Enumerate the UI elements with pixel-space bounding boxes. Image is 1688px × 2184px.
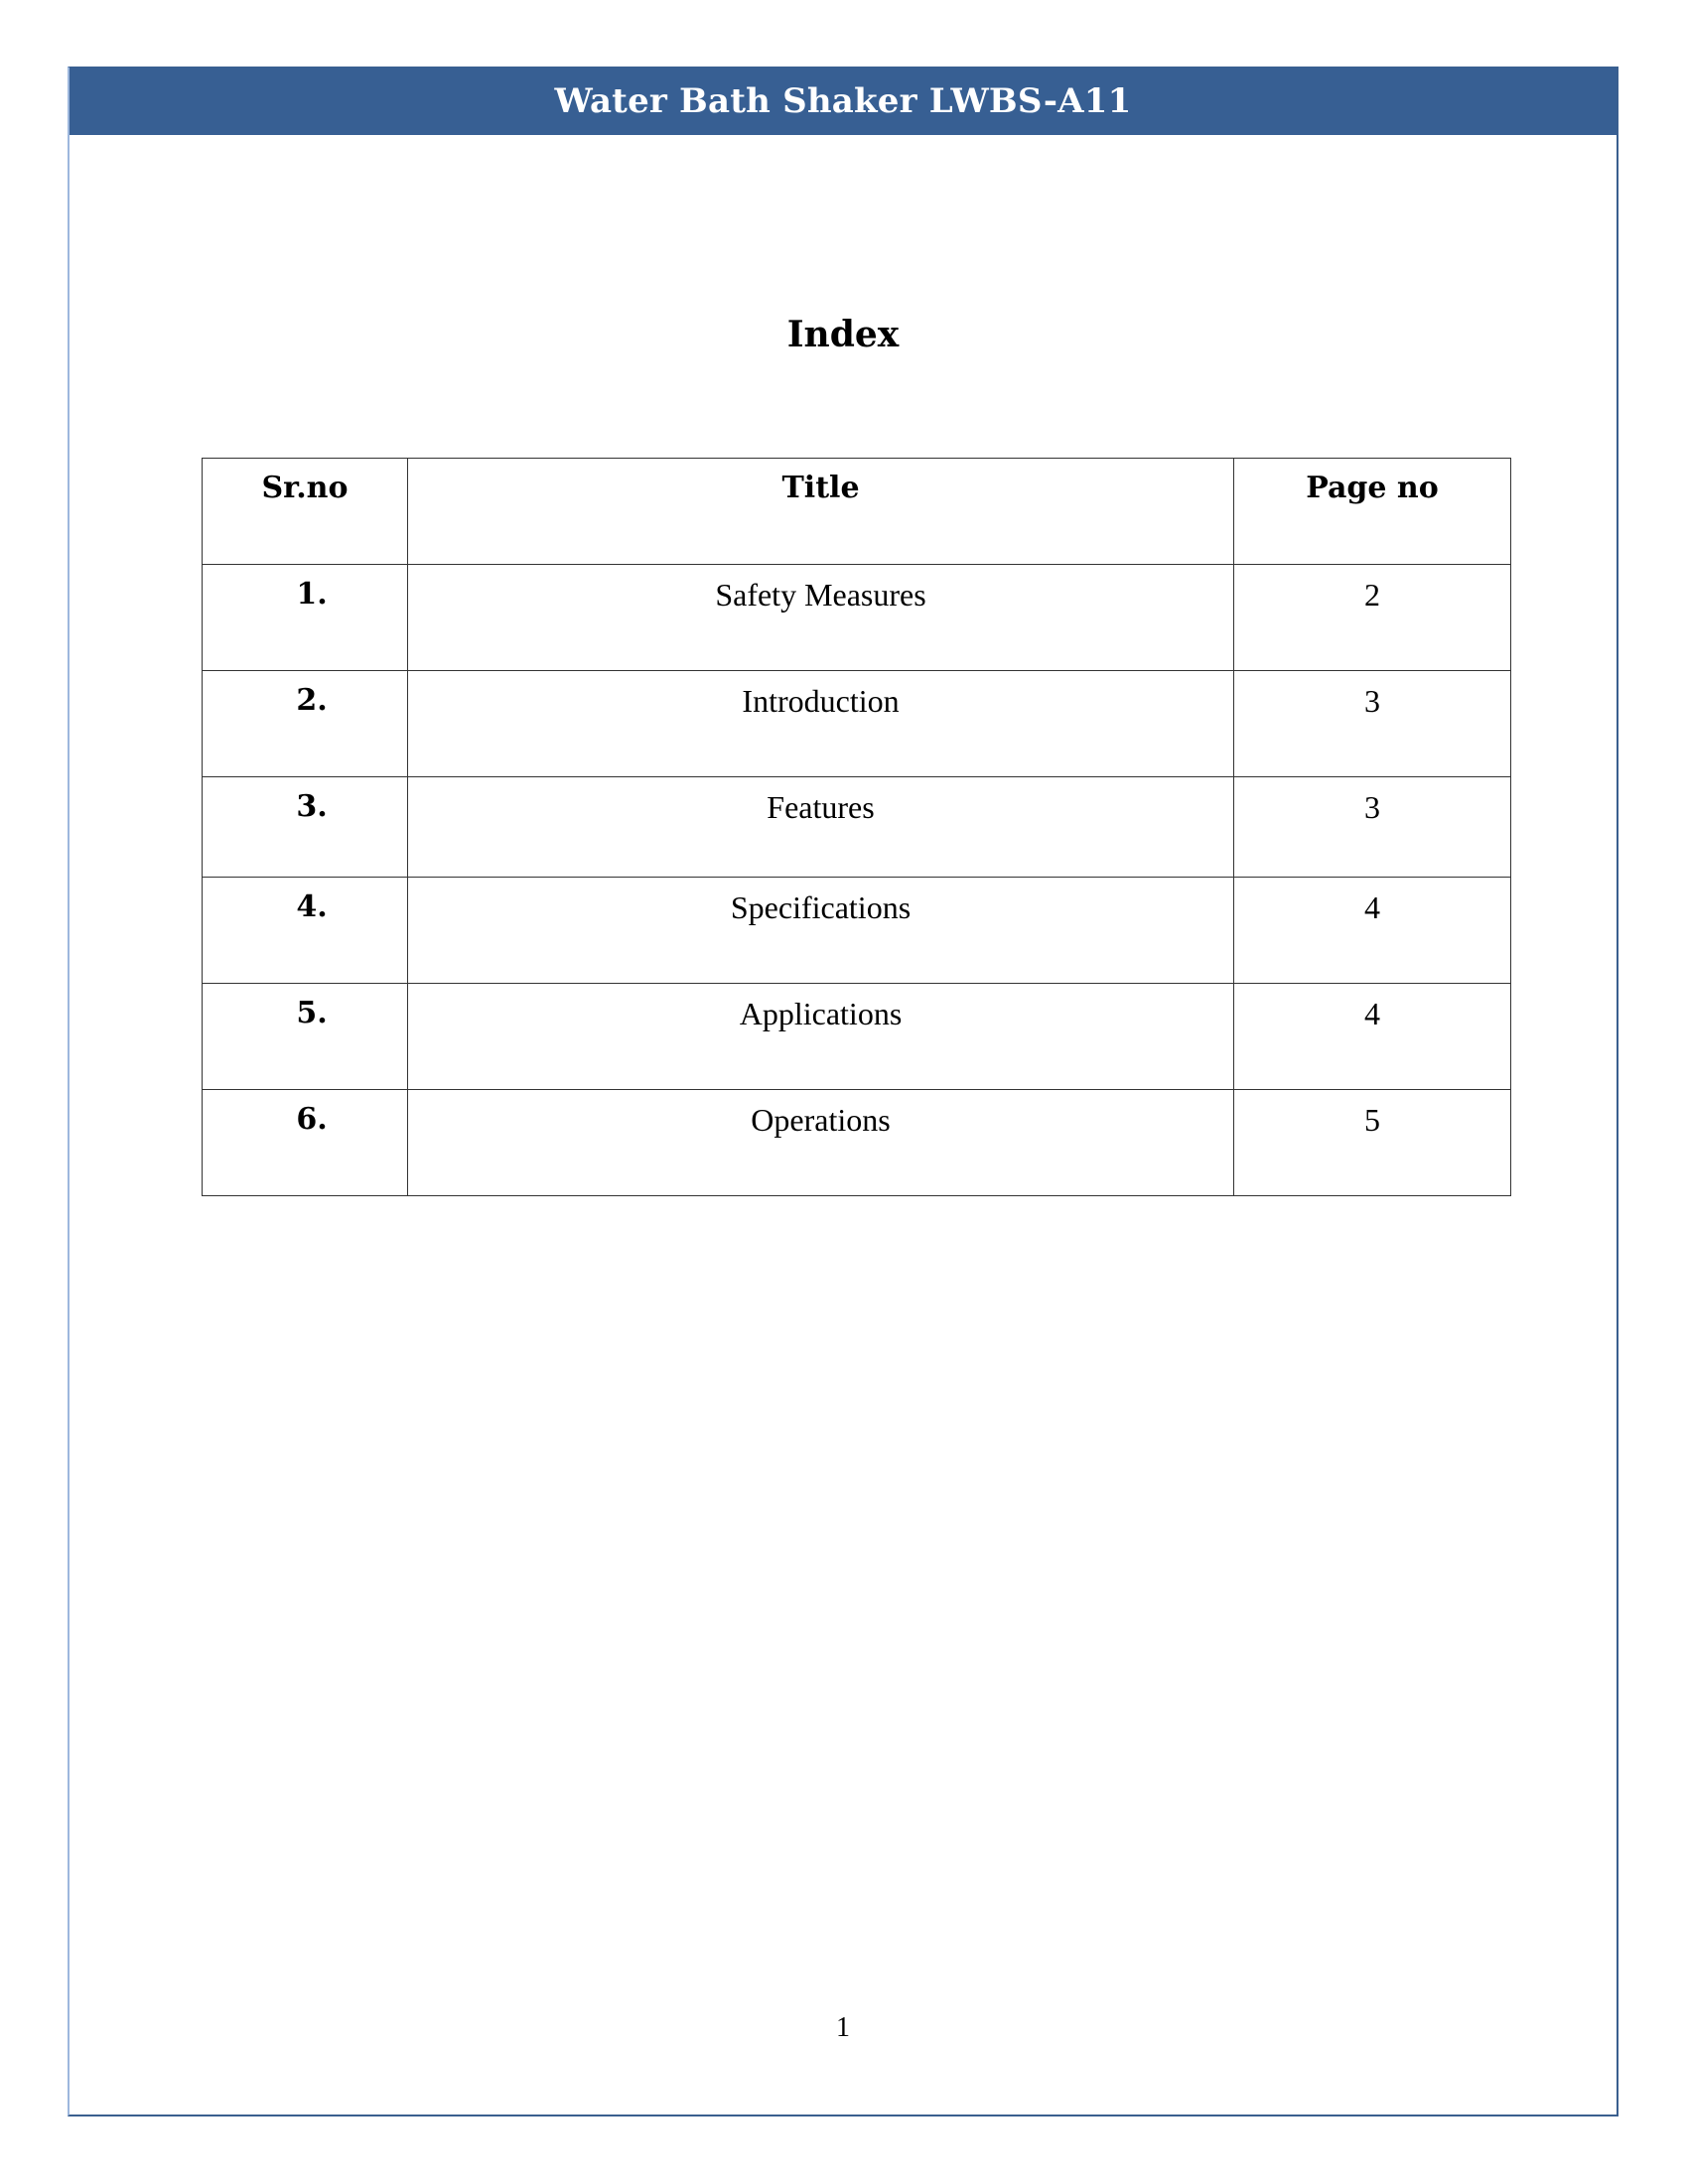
row-sr-no: 2. [203,671,408,777]
document-title: Water Bath Shaker LWBS-A11 [554,81,1132,121]
row-title: Features [408,777,1234,878]
page-number: 1 [836,2012,850,2043]
row-sr-no: 3. [203,777,408,878]
table-row [203,565,1511,671]
table-row [203,777,1511,878]
row-page-no: 5 [1234,1090,1511,1196]
table-header-row [203,459,1511,565]
column-header-sr-no: Sr.no [203,459,408,565]
table-row [203,671,1511,777]
row-title: Specifications [408,878,1234,984]
row-sr-no: 1. [203,565,408,671]
row-sr-no: 4. [203,878,408,984]
row-title: Safety Measures [408,565,1234,671]
page-frame [68,67,1618,2116]
table-row [203,878,1511,984]
index-heading: Index [786,314,900,355]
row-page-no: 3 [1234,777,1511,878]
row-title: Operations [408,1090,1234,1196]
row-title: Applications [408,984,1234,1090]
row-title: Introduction [408,671,1234,777]
row-sr-no: 5. [203,984,408,1090]
header-band [70,68,1617,135]
row-page-no: 4 [1234,984,1511,1090]
row-page-no: 2 [1234,565,1511,671]
index-table [202,458,1511,1196]
row-page-no: 3 [1234,671,1511,777]
column-header-title: Title [408,459,1234,565]
column-header-page-no: Page no [1234,459,1511,565]
row-page-no: 4 [1234,878,1511,984]
row-sr-no: 6. [203,1090,408,1196]
table-row [203,984,1511,1090]
table-row [203,1090,1511,1196]
